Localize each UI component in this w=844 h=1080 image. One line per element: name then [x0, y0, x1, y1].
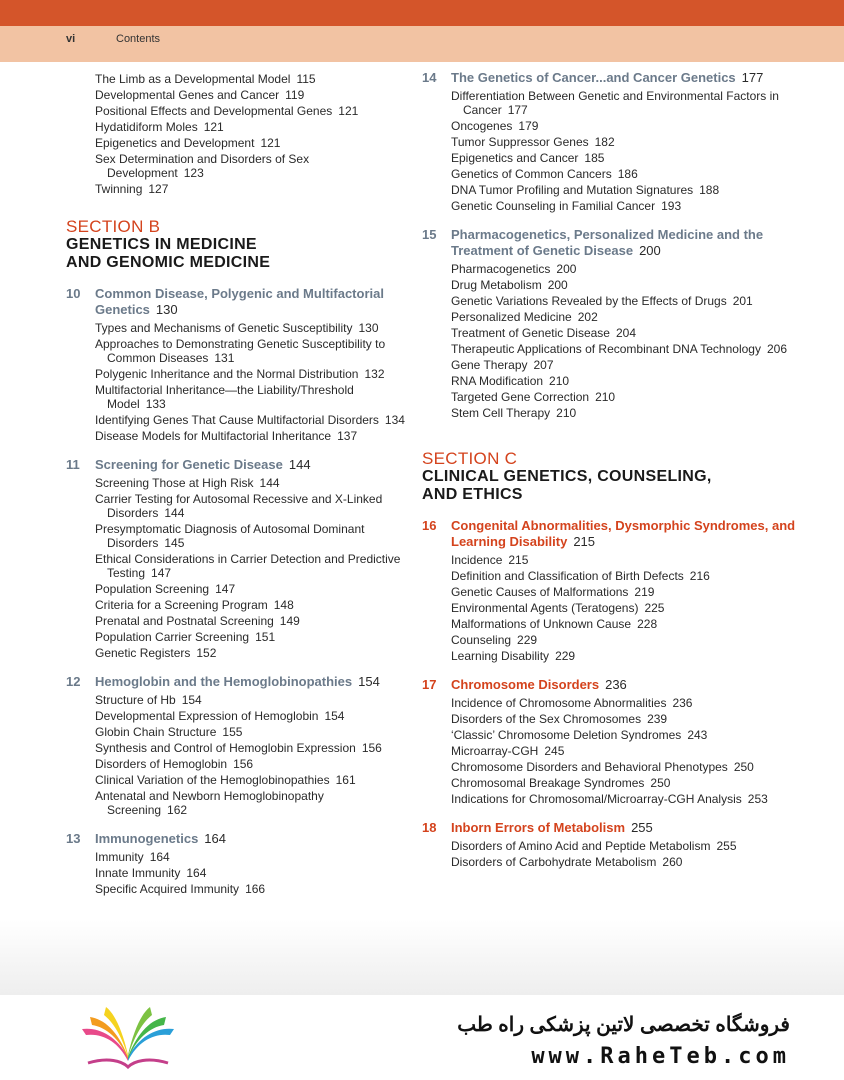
- toc-entry[interactable]: [66, 709, 406, 723]
- toc-entry[interactable]: [422, 617, 822, 631]
- entry-title: Genetic Causes of Malformations: [451, 585, 629, 599]
- entry-title: Oncogenes: [451, 119, 513, 133]
- toc-entry[interactable]: [422, 585, 822, 599]
- entry-title: Genetic Counseling in Familial Cancer: [451, 199, 656, 213]
- toc-entry[interactable]: [422, 760, 822, 774]
- entry-title: Epigenetics and Cancer: [451, 151, 579, 165]
- chapter-title-text: Chromosome Disorders: [451, 677, 600, 692]
- entry-page: 207: [533, 358, 554, 372]
- entry-page: 151: [255, 630, 276, 644]
- top-color-bar: [0, 0, 844, 26]
- chapter-entries: [422, 696, 822, 806]
- section-b-heading: [66, 218, 406, 272]
- chapter-title: [95, 457, 311, 473]
- book-logo-icon: [78, 1005, 178, 1071]
- chapter-title-text: Hemoglobin and the Hemoglobinopathies: [95, 674, 353, 689]
- entry-page: 148: [273, 598, 294, 612]
- chapter-list: [66, 286, 406, 896]
- toc-entry[interactable]: [422, 262, 822, 276]
- toc-entry[interactable]: [422, 649, 822, 663]
- chapter-title: [451, 227, 822, 259]
- entry-title: Genetic Variations Revealed by the Effects of Drugs: [451, 294, 727, 308]
- entry-page: 206: [766, 342, 787, 356]
- entry-page: 164: [186, 866, 207, 880]
- entry-page: 193: [661, 199, 682, 213]
- toc-entry[interactable]: [422, 553, 822, 567]
- entry-page: 219: [634, 585, 655, 599]
- chapter-number: 13: [66, 831, 81, 846]
- entry-page: 166: [245, 882, 266, 896]
- chapter-heading[interactable]: [66, 831, 406, 847]
- entry-title: Epigenetics and Development: [95, 136, 255, 150]
- entry-page: 152: [196, 646, 217, 660]
- entry-title: Personalized Medicine: [451, 310, 572, 324]
- entry-page: 133: [145, 397, 166, 411]
- entry-title: Counseling: [451, 633, 512, 647]
- chapter-entries: [66, 693, 406, 817]
- chapter-page: 164: [204, 831, 226, 846]
- toc-entry[interactable]: [66, 630, 406, 644]
- toc-entry[interactable]: [66, 693, 406, 707]
- entry-title: Therapeutic Applications of Recombinant DNA Technology: [451, 342, 761, 356]
- entry-page: 119: [285, 88, 305, 102]
- entry-title: Microarray-CGH: [451, 744, 539, 758]
- entry-page: 204: [615, 326, 636, 340]
- toc-entry[interactable]: [422, 342, 822, 356]
- toc-entry[interactable]: [66, 476, 406, 490]
- chapter-block: [422, 820, 822, 869]
- entry-page: 225: [644, 601, 665, 615]
- chapter-heading[interactable]: [422, 677, 822, 693]
- chapter-block: [422, 518, 822, 663]
- entry-title: Disorders of Hemoglobin: [95, 757, 228, 771]
- entry-title: Specific Acquired Immunity: [95, 882, 240, 896]
- chapter-title: [451, 820, 653, 836]
- toc-entry[interactable]: [422, 199, 822, 213]
- entry-page: 155: [222, 725, 243, 739]
- entry-page: 121: [338, 104, 359, 118]
- entry-title: Tumor Suppressor Genes: [451, 135, 589, 149]
- toc-entry[interactable]: [66, 522, 406, 550]
- entry-title: Sex Determination and Disorders of Sex Development: [95, 152, 310, 180]
- toc-entry[interactable]: [422, 135, 822, 149]
- chapter-heading[interactable]: [422, 820, 822, 836]
- chapter-number: 12: [66, 674, 81, 689]
- section-label: SECTION B: [66, 217, 161, 236]
- toc-entry[interactable]: [422, 855, 822, 869]
- entry-title: Learning Disability: [451, 649, 550, 663]
- chapter-title: [95, 674, 380, 690]
- entry-page: 179: [518, 119, 539, 133]
- toc-entry[interactable]: [66, 152, 406, 180]
- chapter-title-text: Immunogenetics: [95, 831, 199, 846]
- toc-entry[interactable]: [66, 598, 406, 612]
- entry-page: 239: [647, 712, 668, 726]
- toc-entry[interactable]: [422, 696, 822, 710]
- chapter-page: 177: [741, 70, 764, 85]
- entry-title: Chromosome Disorders and Behavioral Phenotypes: [451, 760, 728, 774]
- entry-title: Malformations of Unknown Cause: [451, 617, 632, 631]
- entry-title: Hydatidiform Moles: [95, 120, 198, 134]
- toc-entry[interactable]: [422, 792, 822, 806]
- chapter-heading[interactable]: [422, 70, 822, 86]
- entry-page: 236: [672, 696, 693, 710]
- chapter-entries: [422, 553, 822, 663]
- chapter-number: 14: [422, 70, 437, 85]
- entry-title: Identifying Genes That Cause Multifactorial Disorders: [95, 413, 379, 427]
- chapter-title: [451, 677, 627, 693]
- entry-page: 131: [214, 351, 235, 365]
- chapter-list: [422, 518, 822, 869]
- entry-page: 164: [149, 850, 170, 864]
- entry-title: Structure of Hb: [95, 693, 176, 707]
- toc-entry[interactable]: [66, 552, 406, 580]
- chapter-number: 17: [422, 677, 437, 692]
- entry-title: Globin Chain Structure: [95, 725, 217, 739]
- toc-entry[interactable]: [66, 104, 406, 118]
- left-column: [66, 70, 406, 898]
- entry-title: Clinical Variation of the Hemoglobinopathies: [95, 773, 330, 787]
- shop-name: فروشگاه تخصصی لاتین پزشکی راه طب: [457, 1014, 790, 1036]
- entry-title: Disorders of Amino Acid and Peptide Metabolism: [451, 839, 711, 853]
- entry-title: Prenatal and Postnatal Screening: [95, 614, 274, 628]
- toc-entry[interactable]: [66, 383, 406, 411]
- entry-title: Differentiation Between Genetic and Environmental Factors in Cancer: [451, 89, 779, 117]
- entry-title: Carrier Testing for Autosomal Recessive and X-Linked Disorders: [95, 492, 383, 520]
- entry-page: 243: [687, 728, 708, 742]
- toc-entry[interactable]: [422, 776, 822, 790]
- toc-entry[interactable]: [422, 744, 822, 758]
- entry-title: Population Carrier Screening: [95, 630, 250, 644]
- entry-page: 127: [148, 182, 169, 196]
- toc-entry[interactable]: [422, 278, 822, 292]
- chapter-title-text: The Genetics of Cancer...and Cancer Genetics: [451, 70, 736, 85]
- entry-title: Stem Cell Therapy: [451, 406, 551, 420]
- entry-title: Pharmacogenetics: [451, 262, 551, 276]
- entry-title: Screening Those at High Risk: [95, 476, 254, 490]
- entry-page: 201: [732, 294, 753, 308]
- chapter-page: 154: [358, 674, 380, 689]
- chapter-page: 144: [288, 457, 311, 472]
- entry-title: Multifactorial Inheritance—the Liability/Threshold Model: [95, 383, 354, 411]
- entry-title: Developmental Genes and Cancer: [95, 88, 280, 102]
- toc-entry[interactable]: [66, 646, 406, 660]
- entry-page: 154: [181, 693, 202, 707]
- entry-page: 156: [361, 741, 382, 755]
- entry-title: Ethical Considerations in Carrier Detection and Predictive Testing: [95, 552, 401, 580]
- chapter-block: [66, 674, 406, 817]
- toc-entry[interactable]: [66, 182, 406, 196]
- chapter-block: [66, 457, 406, 660]
- entry-page: 132: [364, 367, 385, 381]
- entry-title: Disorders of the Sex Chromosomes: [451, 712, 642, 726]
- toc-entry[interactable]: [66, 120, 406, 134]
- toc-entry[interactable]: [66, 72, 406, 86]
- entry-page: 188: [699, 183, 720, 197]
- entry-page: 147: [151, 566, 172, 580]
- chapter-number: 16: [422, 518, 437, 533]
- entry-title: Criteria for a Screening Program: [95, 598, 268, 612]
- chapter-entries: [422, 839, 822, 869]
- toc-entry[interactable]: [422, 374, 822, 388]
- running-head: Contents: [116, 33, 161, 45]
- entry-page: 144: [164, 506, 185, 520]
- entry-title: Indications for Chromosomal/Microarray-CGH Analysis: [451, 792, 742, 806]
- entry-title: Targeted Gene Correction: [451, 390, 590, 404]
- section-title-line: GENETICS IN MEDICINE: [66, 236, 257, 253]
- chapter-title-text: Congenital Abnormalities, Dysmorphic Syndromes, and Learning Disability: [451, 518, 796, 549]
- entry-title: Immunity: [95, 850, 144, 864]
- entry-page: 145: [164, 536, 185, 550]
- toc-entry[interactable]: [66, 367, 406, 381]
- entry-page: 253: [747, 792, 768, 806]
- shop-url[interactable]: www.RaheTeb.com: [531, 1044, 790, 1069]
- chapter-entries: [66, 321, 406, 443]
- toc-entry[interactable]: [422, 183, 822, 197]
- chapter-number: 15: [422, 227, 437, 242]
- toc-entry[interactable]: [422, 839, 822, 853]
- entry-page: 229: [517, 633, 538, 647]
- chapter-heading[interactable]: [422, 518, 822, 550]
- chapter-page: 255: [631, 820, 653, 835]
- entry-page: 121: [203, 120, 224, 134]
- entry-title: Twinning: [95, 182, 143, 196]
- section-c-heading: [422, 450, 822, 504]
- toc-entry[interactable]: [422, 358, 822, 372]
- section-title-line: AND ETHICS: [422, 486, 523, 503]
- entry-title: Synthesis and Control of Hemoglobin Expression: [95, 741, 356, 755]
- toc-entry[interactable]: [66, 866, 406, 880]
- chapter-heading[interactable]: [66, 286, 406, 318]
- chapter-list: [422, 70, 822, 420]
- toc-entry[interactable]: [66, 725, 406, 739]
- page-fade: [0, 920, 844, 1000]
- toc-entry[interactable]: [422, 294, 822, 308]
- entry-title: Drug Metabolism: [451, 278, 542, 292]
- entry-page: 156: [233, 757, 254, 771]
- toc-entry[interactable]: [422, 406, 822, 420]
- entry-title: Incidence: [451, 553, 503, 567]
- toc-entry[interactable]: [422, 712, 822, 726]
- right-column: [422, 70, 822, 871]
- toc-entry[interactable]: [422, 119, 822, 133]
- entry-title: Positional Effects and Developmental Genes: [95, 104, 333, 118]
- toc-entry[interactable]: [66, 321, 406, 335]
- entry-title: Treatment of Genetic Disease: [451, 326, 610, 340]
- chapter-title: [95, 831, 226, 847]
- chapter-block: [422, 227, 822, 420]
- entry-page: 250: [650, 776, 671, 790]
- entry-page: 161: [335, 773, 356, 787]
- entry-title: Definition and Classification of Birth Defects: [451, 569, 684, 583]
- toc-entry[interactable]: [66, 429, 406, 443]
- toc-entry[interactable]: [422, 728, 822, 742]
- chapter-heading[interactable]: [66, 457, 406, 473]
- entry-page: 144: [259, 476, 280, 490]
- chapter-entries: [66, 850, 406, 896]
- toc-entry[interactable]: [66, 492, 406, 520]
- chapter-heading[interactable]: [422, 227, 822, 259]
- entry-page: 185: [584, 151, 605, 165]
- entry-page: 229: [555, 649, 576, 663]
- entry-title: The Limb as a Developmental Model: [95, 72, 291, 86]
- entry-title: Developmental Expression of Hemoglobin: [95, 709, 319, 723]
- toc-entry[interactable]: [66, 136, 406, 150]
- toc-entry[interactable]: [422, 390, 822, 404]
- chapter-page: 215: [573, 534, 596, 549]
- entry-title: DNA Tumor Profiling and Mutation Signatures: [451, 183, 694, 197]
- toc-entry[interactable]: [66, 614, 406, 628]
- section-title-line: AND GENOMIC MEDICINE: [66, 254, 271, 271]
- toc-entry[interactable]: [66, 582, 406, 596]
- section-label: SECTION C: [422, 449, 518, 468]
- entry-title: ‘Classic’ Chromosome Deletion Syndromes: [451, 728, 682, 742]
- entry-page: 255: [716, 839, 737, 853]
- entry-title: Presymptomatic Diagnosis of Autosomal Dominant Disorders: [95, 522, 365, 550]
- entry-page: 137: [337, 429, 358, 443]
- entry-page: 121: [260, 136, 281, 150]
- entry-title: Incidence of Chromosome Abnormalities: [451, 696, 667, 710]
- entry-title: Polygenic Inheritance and the Normal Distribution: [95, 367, 359, 381]
- chapter-number: 18: [422, 820, 437, 835]
- chapter-block: [66, 831, 406, 896]
- chapter-heading[interactable]: [66, 674, 406, 690]
- toc-entry[interactable]: [422, 633, 822, 647]
- entry-title: Gene Therapy: [451, 358, 528, 372]
- entry-page: 210: [595, 390, 616, 404]
- chapter-title: [95, 286, 406, 318]
- entry-page: 250: [733, 760, 754, 774]
- entry-title: Population Screening: [95, 582, 210, 596]
- chapter-entries: [66, 476, 406, 660]
- entry-page: 115: [296, 72, 316, 86]
- entry-title: Environmental Agents (Teratogens): [451, 601, 639, 615]
- entry-page: 210: [549, 374, 570, 388]
- chapter-title-text: Screening for Genetic Disease: [95, 457, 283, 472]
- toc-entry[interactable]: [66, 337, 406, 365]
- chapter-page: 200: [639, 243, 661, 258]
- entry-title: Types and Mechanisms of Genetic Susceptibility: [95, 321, 353, 335]
- toc-entry[interactable]: [66, 789, 406, 817]
- entry-title: Disease Models for Multifactorial Inheritance: [95, 429, 332, 443]
- chapter-number: 11: [66, 457, 80, 472]
- entry-page: 215: [508, 553, 529, 567]
- entry-page: 154: [324, 709, 345, 723]
- entry-page: 228: [637, 617, 658, 631]
- entry-title: RNA Modification: [451, 374, 544, 388]
- section-title-line: CLINICAL GENETICS, COUNSELING,: [422, 468, 712, 485]
- chapter-title-text: Inborn Errors of Metabolism: [451, 820, 626, 835]
- chapter-title: [451, 70, 763, 86]
- entry-page: 162: [167, 803, 188, 817]
- toc-entry[interactable]: [422, 569, 822, 583]
- toc-entry[interactable]: [66, 850, 406, 864]
- entry-page: 260: [662, 855, 683, 869]
- toc-entry[interactable]: [66, 757, 406, 771]
- entry-title: Approaches to Demonstrating Genetic Susceptibility to Common Diseases: [95, 337, 386, 365]
- entry-page: 130: [358, 321, 379, 335]
- entry-title: Genetic Registers: [95, 646, 191, 660]
- entry-page: 186: [617, 167, 638, 181]
- chapter-title: [451, 518, 822, 550]
- chapter-block: [422, 70, 822, 213]
- entry-title: Chromosomal Breakage Syndromes: [451, 776, 645, 790]
- chapter-page: 236: [605, 677, 627, 692]
- chapter-page: 130: [155, 302, 178, 317]
- toc-entry[interactable]: [66, 882, 406, 896]
- entry-page: 149: [279, 614, 300, 628]
- entry-page: 182: [594, 135, 615, 149]
- toc-entry[interactable]: [66, 413, 406, 427]
- entry-title: Innate Immunity: [95, 866, 181, 880]
- chapter-entries: [422, 262, 822, 420]
- entry-page: 147: [215, 582, 236, 596]
- toc-entry[interactable]: [422, 326, 822, 340]
- entry-page: 210: [556, 406, 577, 420]
- entry-page: 200: [556, 262, 577, 276]
- entry-page: 202: [577, 310, 598, 324]
- entry-title: Antenatal and Newborn Hemoglobinopathy Screening: [95, 789, 324, 817]
- entry-page: 200: [547, 278, 568, 292]
- chapter-title-text: Common Disease, Polygenic and Multifactorial Genetics: [95, 286, 384, 317]
- toc-entry[interactable]: [66, 88, 406, 102]
- toc-entry[interactable]: [66, 741, 406, 755]
- chapter-block: [66, 286, 406, 443]
- page-number: vi: [66, 33, 76, 45]
- entry-page: 134: [384, 413, 405, 427]
- entry-page: 123: [183, 166, 204, 180]
- continued-entries: [66, 72, 406, 196]
- toc-entry[interactable]: [422, 167, 822, 181]
- entry-title: Genetics of Common Cancers: [451, 167, 612, 181]
- entry-page: 245: [544, 744, 565, 758]
- chapter-title-text: Pharmacogenetics, Personalized Medicine and the Treatment of Genetic Disease: [451, 227, 764, 258]
- chapter-number: 10: [66, 286, 81, 301]
- chapter-entries: [422, 89, 822, 213]
- entry-page: 216: [689, 569, 710, 583]
- toc-entry[interactable]: [422, 310, 822, 324]
- entry-title: Disorders of Carbohydrate Metabolism: [451, 855, 657, 869]
- toc-entry[interactable]: [66, 773, 406, 787]
- toc-entry[interactable]: [422, 601, 822, 615]
- chapter-block: [422, 677, 822, 806]
- entry-page: 177: [507, 103, 528, 117]
- toc-entry[interactable]: [422, 89, 822, 117]
- toc-entry[interactable]: [422, 151, 822, 165]
